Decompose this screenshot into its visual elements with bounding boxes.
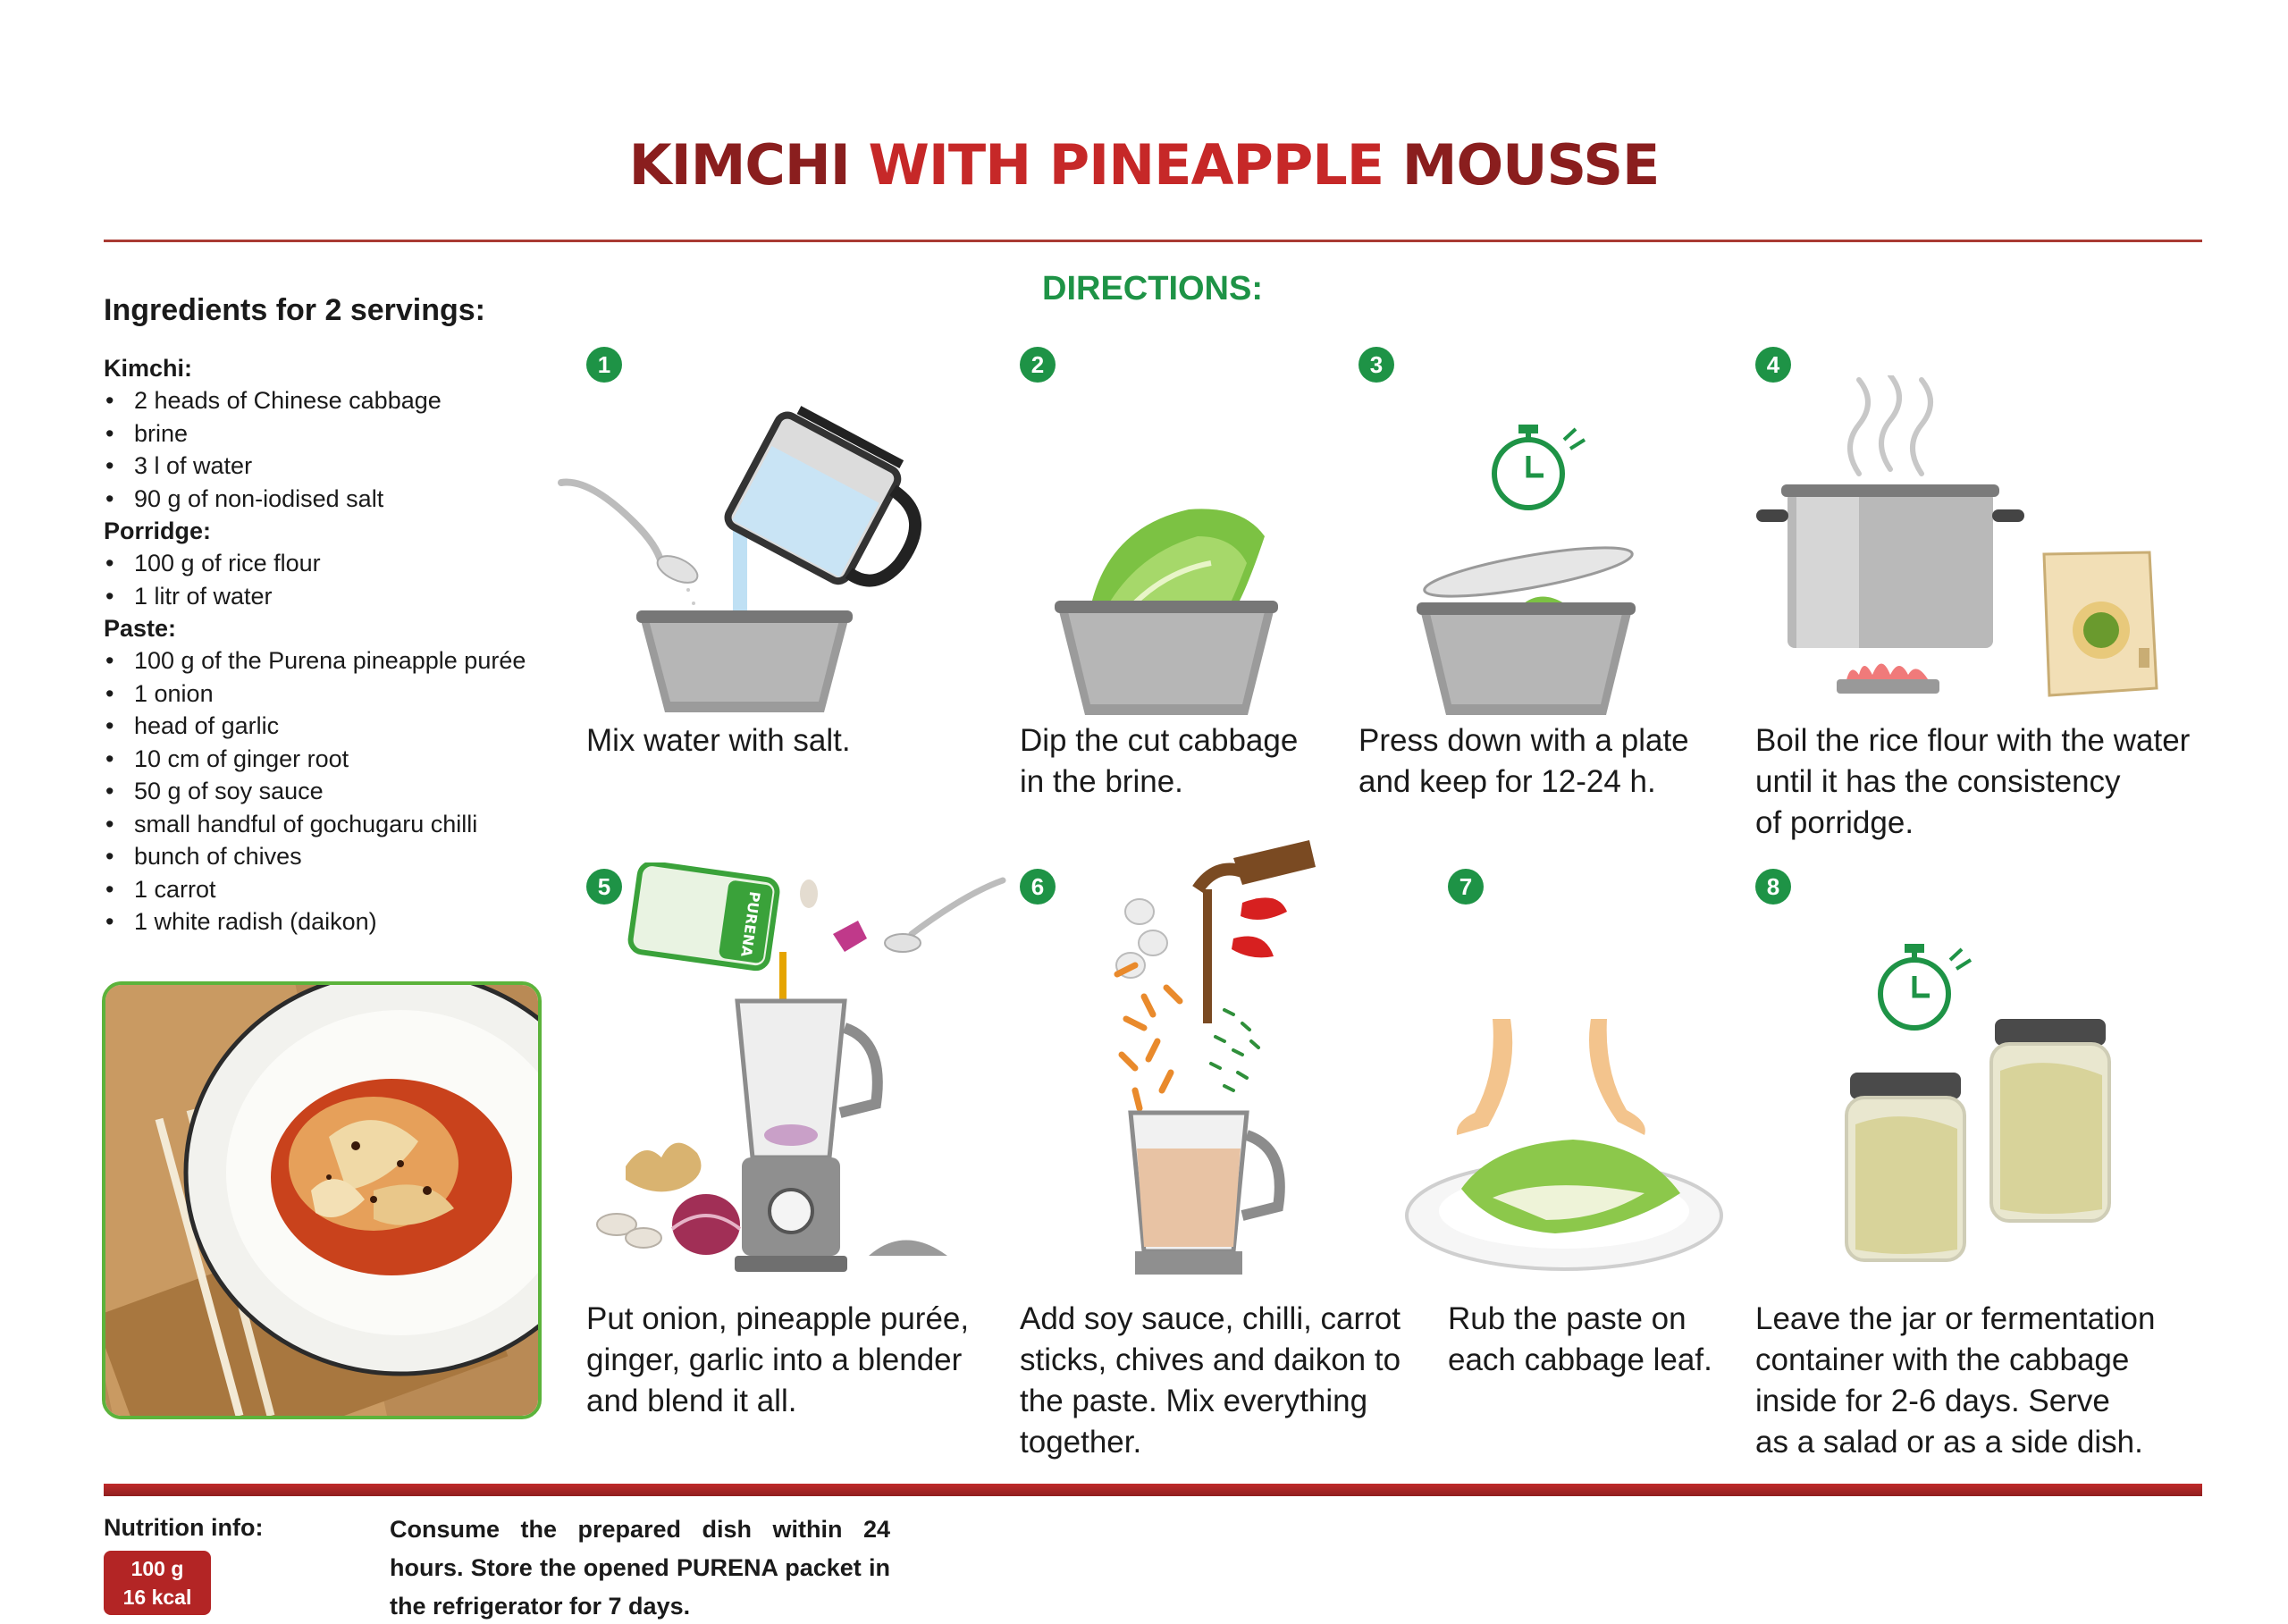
- title-divider: [104, 240, 2202, 242]
- nutrition-weight: 100 g: [130, 1557, 184, 1580]
- step-6-text: Add soy sauce, chilli, carrot sticks, chives and daikon to the paste. Mix everything together.: [1020, 1301, 1401, 1460]
- ingredient-item: • 100 g of rice flour: [104, 547, 568, 580]
- garlic-icon: [800, 879, 818, 908]
- ingredient-item: • 3 l of water: [104, 450, 568, 483]
- directions-heading: DIRECTIONS:: [1042, 270, 1263, 307]
- step-6-illustration: [1108, 840, 1323, 1278]
- ingredient-item: • 1 litr of water: [104, 580, 568, 613]
- step-5-number: 5: [586, 869, 622, 905]
- jar-icon: [1846, 1073, 1964, 1260]
- ingredients-list: [104, 352, 568, 938]
- page-title: KIMCHI WITH PINEAPPLE MOUSSE: [628, 132, 1660, 198]
- pot-icon: [1756, 484, 2024, 648]
- ingredient-item: • bunch of chives: [104, 840, 568, 873]
- garlic-icon: [1116, 899, 1167, 978]
- timer-icon: [1880, 944, 1971, 1028]
- group-title: Porridge:: [104, 517, 212, 544]
- flour-bag-icon: [2044, 552, 2157, 695]
- step-7-text: Rub the paste on each cabbage leaf.: [1448, 1301, 1712, 1377]
- ginger-icon: [626, 1143, 702, 1192]
- ingredient-group-kimchi: [104, 352, 568, 515]
- nutrition-badge: [104, 1551, 211, 1615]
- step-3-number: 3: [1358, 347, 1394, 383]
- jar-icon: [1991, 1019, 2109, 1221]
- steam-icon: [1850, 375, 1930, 474]
- ingredient-item: • 50 g of soy sauce: [104, 775, 568, 808]
- ingredient-item: • 10 cm of ginger root: [104, 743, 568, 776]
- bowl-icon: [1055, 601, 1278, 715]
- step-5-illustration: [590, 862, 1010, 1292]
- burner-icon: [1837, 664, 1939, 694]
- step-3-illustration: [1417, 420, 1636, 719]
- step-8-number: 8: [1755, 869, 1791, 905]
- ingredient-item: • 2 heads of Chinese cabbage: [104, 384, 568, 417]
- chives-icon: [1211, 1010, 1258, 1090]
- blender-jug-icon: [1131, 1113, 1280, 1275]
- step-7-number: 7: [1448, 869, 1484, 905]
- step-7-illustration: [1403, 1019, 1725, 1278]
- onion-piece-icon: [833, 921, 867, 952]
- spoon-icon: [561, 483, 702, 588]
- onion-icon: [672, 1194, 740, 1255]
- storage-note: Consume the prepared dish within 24 hours. Store the opened PURENA packet in the refrigerator for 7 days.: [390, 1516, 890, 1620]
- plate-icon: [1422, 538, 1636, 606]
- bowl-icon: [636, 610, 853, 712]
- bowl-icon: [1417, 602, 1636, 715]
- step-8-text: Leave the jar or fermentation container with the cabbage inside for 2-6 days. Serve as a salad or as a side dish.: [1755, 1301, 2156, 1460]
- step-4-illustration: [1756, 375, 2181, 706]
- step-2-text: Dip the cut cabbage in the brine.: [1020, 723, 1299, 799]
- step-5-text: Put onion, pineapple purée, ginger, garlic into a blender and blend it all.: [586, 1301, 970, 1418]
- garlic-icon: [597, 1214, 661, 1248]
- blender-icon: [735, 1001, 947, 1272]
- step-1-illustration: [554, 380, 983, 719]
- step-3-text: Press down with a plate and keep for 12-24 h.: [1358, 723, 1689, 799]
- step-2-illustration: [1055, 501, 1278, 719]
- ingredient-group-porridge: [104, 515, 568, 612]
- step-6-number: 6: [1020, 869, 1056, 905]
- jug-icon: [724, 404, 942, 605]
- step-2-number: 2: [1020, 347, 1056, 383]
- ingredients-heading: Ingredients for 2 servings:: [104, 293, 485, 327]
- group-title: Paste:: [104, 615, 177, 642]
- svg-text:PURENA: PURENA: [737, 890, 764, 958]
- ingredient-item: • 90 g of non-iodised salt: [104, 483, 568, 516]
- step-8-illustration: [1841, 937, 2127, 1267]
- group-title: Kimchi:: [104, 355, 193, 382]
- carrot-sticks-icon: [1117, 965, 1180, 1108]
- soy-bottle-icon: [1198, 840, 1316, 1023]
- ingredient-item: • small handful of gochugaru chilli: [104, 808, 568, 841]
- ingredient-item: • head of garlic: [104, 710, 568, 743]
- step-1-text: Mix water with salt.: [586, 723, 851, 758]
- nutrition-label: Nutrition info:: [104, 1514, 264, 1541]
- spoon-icon: [885, 880, 1003, 952]
- ingredient-item: • 1 white radish (daikon): [104, 905, 568, 938]
- footer-divider: [104, 1484, 2202, 1496]
- step-4-text: Boil the rice flour with the water until it has the consistency of porridge.: [1755, 723, 2191, 840]
- dish-photo: [102, 981, 542, 1419]
- step-1-number: 1: [586, 347, 622, 383]
- ingredient-item: • brine: [104, 417, 568, 450]
- hands-icon: [1457, 1019, 1645, 1135]
- timer-icon: [1494, 425, 1585, 508]
- ingredient-item: • 1 onion: [104, 677, 568, 711]
- nutrition-energy: 16 kcal: [122, 1586, 192, 1609]
- purena-packet-icon: [629, 862, 778, 970]
- ingredient-item: • 1 carrot: [104, 873, 568, 906]
- ingredient-group-paste: [104, 612, 568, 938]
- step-4-number: 4: [1755, 347, 1791, 383]
- cabbage-icon: [1090, 509, 1265, 615]
- chilli-icon: [1232, 897, 1287, 957]
- ingredient-item: • 100 g of the Purena pineapple purée: [104, 644, 568, 677]
